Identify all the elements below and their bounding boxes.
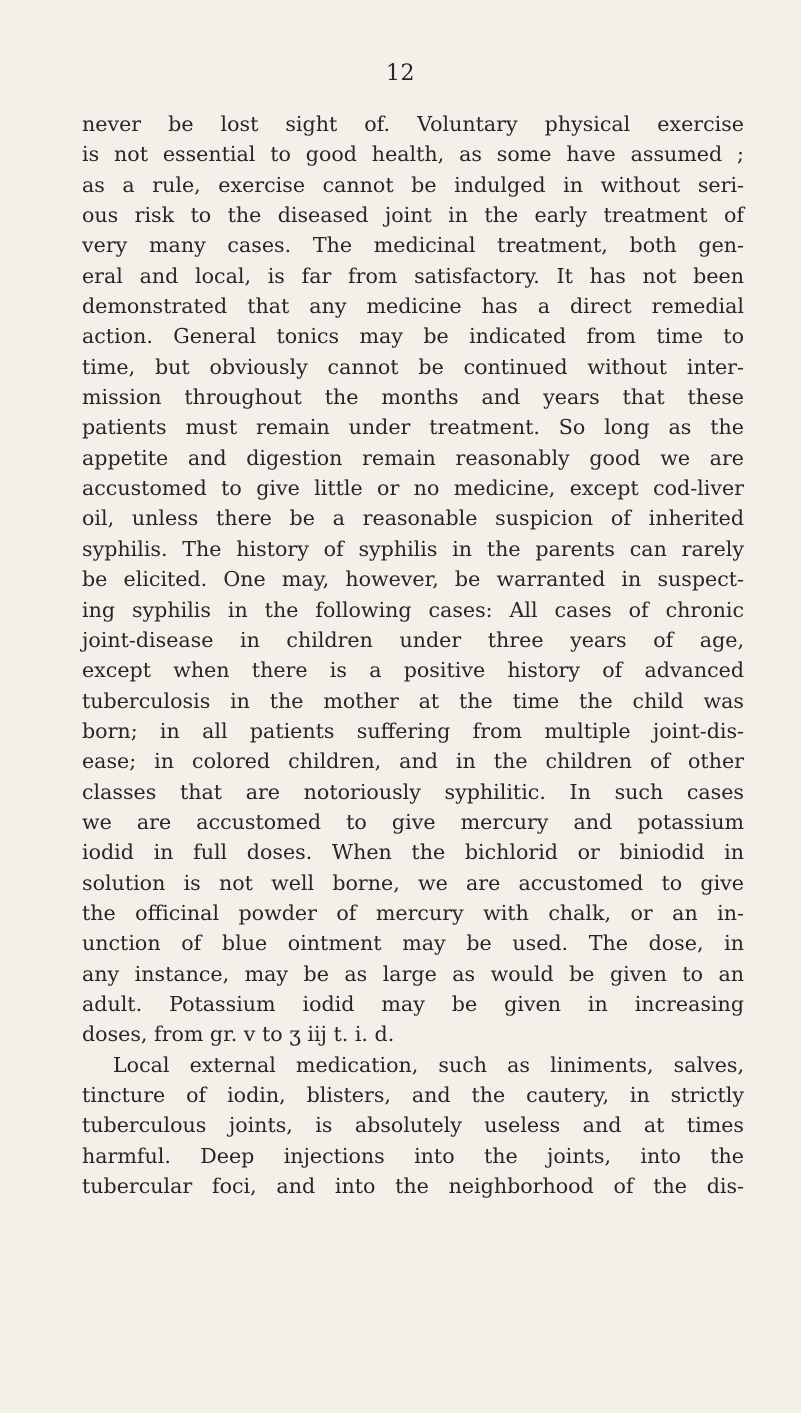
text-line: tuberculous joints, is absolutely useless and at times xyxy=(82,1113,744,1138)
text-line: appetite and digestion remain reasonably good we are xyxy=(82,445,744,470)
text-line: time, but obviously cannot be continued without inter- xyxy=(82,354,744,379)
text-line: tubercular foci, and into the neighborhood of the dis- xyxy=(82,1174,744,1199)
text-line: ing syphilis in the following cases: All cases of chronic xyxy=(82,597,744,622)
text-line: iodid in full doses. When the bichlorid or biniodid in xyxy=(82,840,744,865)
text-line: joint-disease in children under three years of age, xyxy=(82,627,744,652)
text-line: except when there is a positive history of advanced xyxy=(82,658,744,683)
text-line: ease; in colored children, and in the children of other xyxy=(82,749,744,774)
text-line: born; in all patients suffering from multiple joint-dis- xyxy=(82,718,744,743)
text-line: be elicited. One may, however, be warranted in suspect- xyxy=(82,567,744,592)
text-line: harmful. Deep injections into the joints, into the xyxy=(82,1143,744,1168)
text-line: tincture of iodin, blisters, and the cautery, in strictly xyxy=(82,1083,744,1107)
text-line: oil, unless there be a reasonable suspicion of inherited xyxy=(82,506,744,531)
text-line: as a rule, exercise cannot be indulged in without seri- xyxy=(82,172,744,197)
text-line-paragraph-start: Local external medication, such as liniments, salves, xyxy=(113,1052,744,1077)
text-line: mission throughout the months and years that these xyxy=(82,385,744,410)
text-line: solution is not well borne, we are accustomed to give xyxy=(82,870,744,895)
text-line: demonstrated that any medicine has a direct remedial xyxy=(82,294,744,319)
text-line: tuberculosis in the mother at the time the child was xyxy=(82,688,744,713)
text-line: is not essential to good health, as some have assumed ; xyxy=(82,142,744,167)
text-line: eral and local, is far from satisfactory. It has not been xyxy=(82,263,744,288)
text-line: adult. Potassium iodid may be given in increasing xyxy=(82,991,744,1016)
text-line: never be lost sight of. Voluntary physical exercise xyxy=(82,112,744,136)
text-line: any instance, may be as large as would be given to an xyxy=(82,961,744,986)
text-line: very many cases. The medicinal treatment, both gen- xyxy=(82,233,744,258)
text-line: unction of blue ointment may be used. The dose, in xyxy=(82,931,744,956)
body-text xyxy=(82,109,744,1201)
text-line: we are accustomed to give mercury and potassium xyxy=(82,809,744,834)
text-line-paragraph-end: doses, from gr. v to ʒ iij t. i. d. xyxy=(82,1022,395,1047)
text-line: accustomed to give little or no medicine, except cod-liver xyxy=(82,476,744,501)
page-number: 12 xyxy=(386,61,415,86)
text-line: ous risk to the diseased joint in the early treatment of xyxy=(82,203,744,228)
text-line: classes that are notoriously syphilitic. In such cases xyxy=(82,779,744,804)
text-line: the officinal powder of mercury with chalk, or an in- xyxy=(82,900,744,925)
text-line: action. General tonics may be indicated from time to xyxy=(82,324,744,349)
text-line: patients must remain under treatment. So long as the xyxy=(82,415,744,440)
text-line: syphilis. The history of syphilis in the parents can rarely xyxy=(82,536,744,561)
